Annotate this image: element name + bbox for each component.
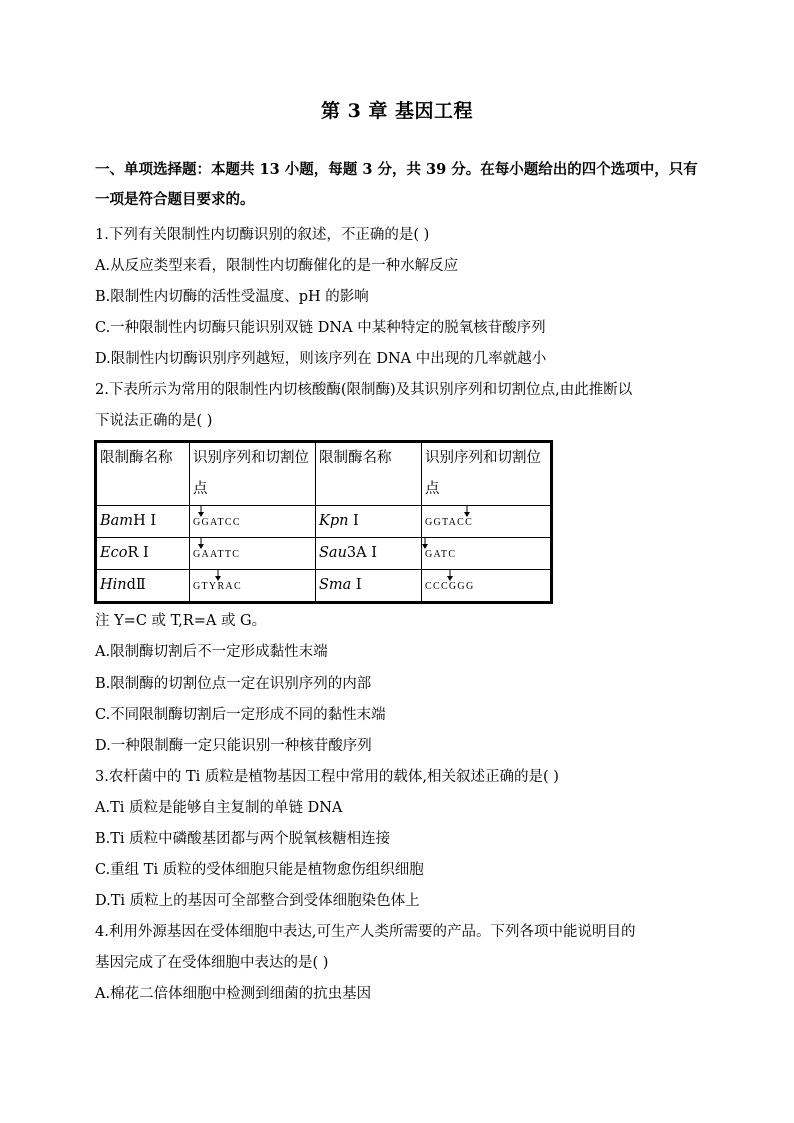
sequence-cell xyxy=(190,570,316,603)
table-header-row xyxy=(96,442,552,506)
sequence-cell xyxy=(422,570,552,603)
table-row xyxy=(96,506,552,538)
enzyme-table xyxy=(94,440,553,604)
q1-option-d: D.限制性内切酶识别序列越短，则该序列在 DNA 中出现的几率就越小 xyxy=(95,351,547,367)
enzyme-name-suffix: H Ⅰ xyxy=(133,513,157,529)
enzyme-name-italic: Eco xyxy=(100,545,128,561)
enzyme-name-italic: Bam xyxy=(100,513,134,529)
enzyme-name-suffix: Ⅰ xyxy=(351,577,362,593)
q4-stem-line2: 基因完成了在受体细胞中表达的是( ) xyxy=(95,955,329,971)
enzyme-name-suffix: Ⅰ xyxy=(348,513,359,529)
sequence-cell xyxy=(422,538,552,570)
cut-site-arrow-icon xyxy=(446,570,454,582)
q2-option-d: D.一种限制酶一定只能识别一种核苷酸序列 xyxy=(95,738,372,754)
enzyme-name xyxy=(96,570,190,603)
table-row xyxy=(96,538,552,570)
q2-stem-line2: 下说法正确的是( ) xyxy=(95,413,213,429)
enzyme-name-italic: Sau xyxy=(319,545,347,561)
q1-option-b: B.限制性内切酶的活性受温度、pH 的影响 xyxy=(95,289,369,305)
enzyme-name xyxy=(96,506,190,538)
enzyme-name xyxy=(316,570,422,603)
cut-site-arrow-icon xyxy=(214,570,222,582)
page-title: 第 3 章 基因工程 xyxy=(320,100,474,122)
q1-option-a: A.从反应类型来看，限制性内切酶催化的是一种水解反应 xyxy=(95,258,459,274)
enzyme-name xyxy=(316,538,422,570)
q4-option-a: A.棉花二倍体细胞中检测到细菌的抗虫基因 xyxy=(95,986,372,1002)
sequence-cell xyxy=(190,538,316,570)
cut-site-arrow-icon xyxy=(421,538,429,550)
table-note: 注 Y=C 或 T,R=A 或 G。 xyxy=(95,613,267,629)
sequence-cell xyxy=(190,506,316,538)
enzyme-name-suffix: R Ⅰ xyxy=(127,545,149,561)
q2-option-b: B.限制酶的切割位点一定在识别序列的内部 xyxy=(95,676,372,692)
q1-stem: 1.下列有关限制性内切酶识别的叙述，不正确的是( ) xyxy=(95,227,430,243)
q2-stem-line1: 2.下表所示为常用的限制性内切核酸酶(限制酶)及其识别序列和切割位点,由此推断以 xyxy=(95,382,633,398)
q3-stem: 3.农杆菌中的 Ti 质粒是植物基因工程中常用的载体,相关叙述正确的是( ) xyxy=(95,769,559,785)
sequence-text: GATC xyxy=(425,549,457,560)
sequence-cell xyxy=(422,506,552,538)
enzyme-name-italic: Kpn xyxy=(319,513,349,529)
sequence-text: GGTACC xyxy=(425,517,474,528)
sequence-text: CCCGGG xyxy=(425,581,475,592)
header-sequence-1: 识别序列和切割位点 xyxy=(190,442,316,506)
header-enzyme-name-2: 限制酶名称 xyxy=(316,442,422,506)
enzyme-name-italic: Hin xyxy=(100,577,127,593)
recognition-sequence xyxy=(425,570,474,595)
enzyme-name-italic: Sma xyxy=(319,577,352,593)
q3-option-b: B.Ti 质粒中磷酸基团都与两个脱氧核糖相连接 xyxy=(95,831,391,847)
enzyme-name-suffix: 3A Ⅰ xyxy=(346,545,377,561)
q2-option-c: C.不同限制酶切割后一定形成不同的黏性末端 xyxy=(95,707,386,723)
sequence-text: GTYRAC xyxy=(193,581,242,592)
q3-option-a: A.Ti 质粒是能够自主复制的单链 DNA xyxy=(95,800,343,816)
q3-option-c: C.重组 Ti 质粒的受体细胞只能是植物愈伤组织细胞 xyxy=(95,862,424,878)
q3-option-d: D.Ti 质粒上的基因可全部整合到受体细胞染色体上 xyxy=(95,893,420,909)
enzyme-name xyxy=(316,506,422,538)
q4-stem-line1: 4.利用外源基因在受体细胞中表达,可生产人类所需要的产品。下列各项中能说明目的 xyxy=(95,924,636,940)
cut-site-arrow-icon xyxy=(197,538,205,550)
section-heading: 一、单项选择题：本题共 13 小题，每题 3 分，共 39 分。在每小题给出的四个选项中，只有一项是符合题目要求的。 xyxy=(95,161,698,208)
cut-site-arrow-icon xyxy=(463,506,471,518)
q2-option-a: A.限制酶切割后不一定形成黏性末端 xyxy=(95,644,328,660)
header-sequence-2: 识别序列和切割位点 xyxy=(422,442,552,506)
enzyme-name-suffix: dⅡ xyxy=(126,577,146,593)
recognition-sequence xyxy=(425,506,473,531)
sequence-text: GGATCC xyxy=(193,517,241,528)
table-row xyxy=(96,570,552,603)
sequence-text: GAATTC xyxy=(193,549,241,560)
recognition-sequence xyxy=(425,538,456,563)
cut-site-arrow-icon xyxy=(197,506,205,518)
header-enzyme-name-1: 限制酶名称 xyxy=(96,442,190,506)
recognition-sequence xyxy=(193,538,240,563)
recognition-sequence xyxy=(193,506,241,531)
enzyme-name xyxy=(96,538,190,570)
q1-option-c: C.一种限制性内切酶只能识别双链 DNA 中某种特定的脱氧核苷酸序列 xyxy=(95,320,546,336)
recognition-sequence xyxy=(193,570,242,595)
